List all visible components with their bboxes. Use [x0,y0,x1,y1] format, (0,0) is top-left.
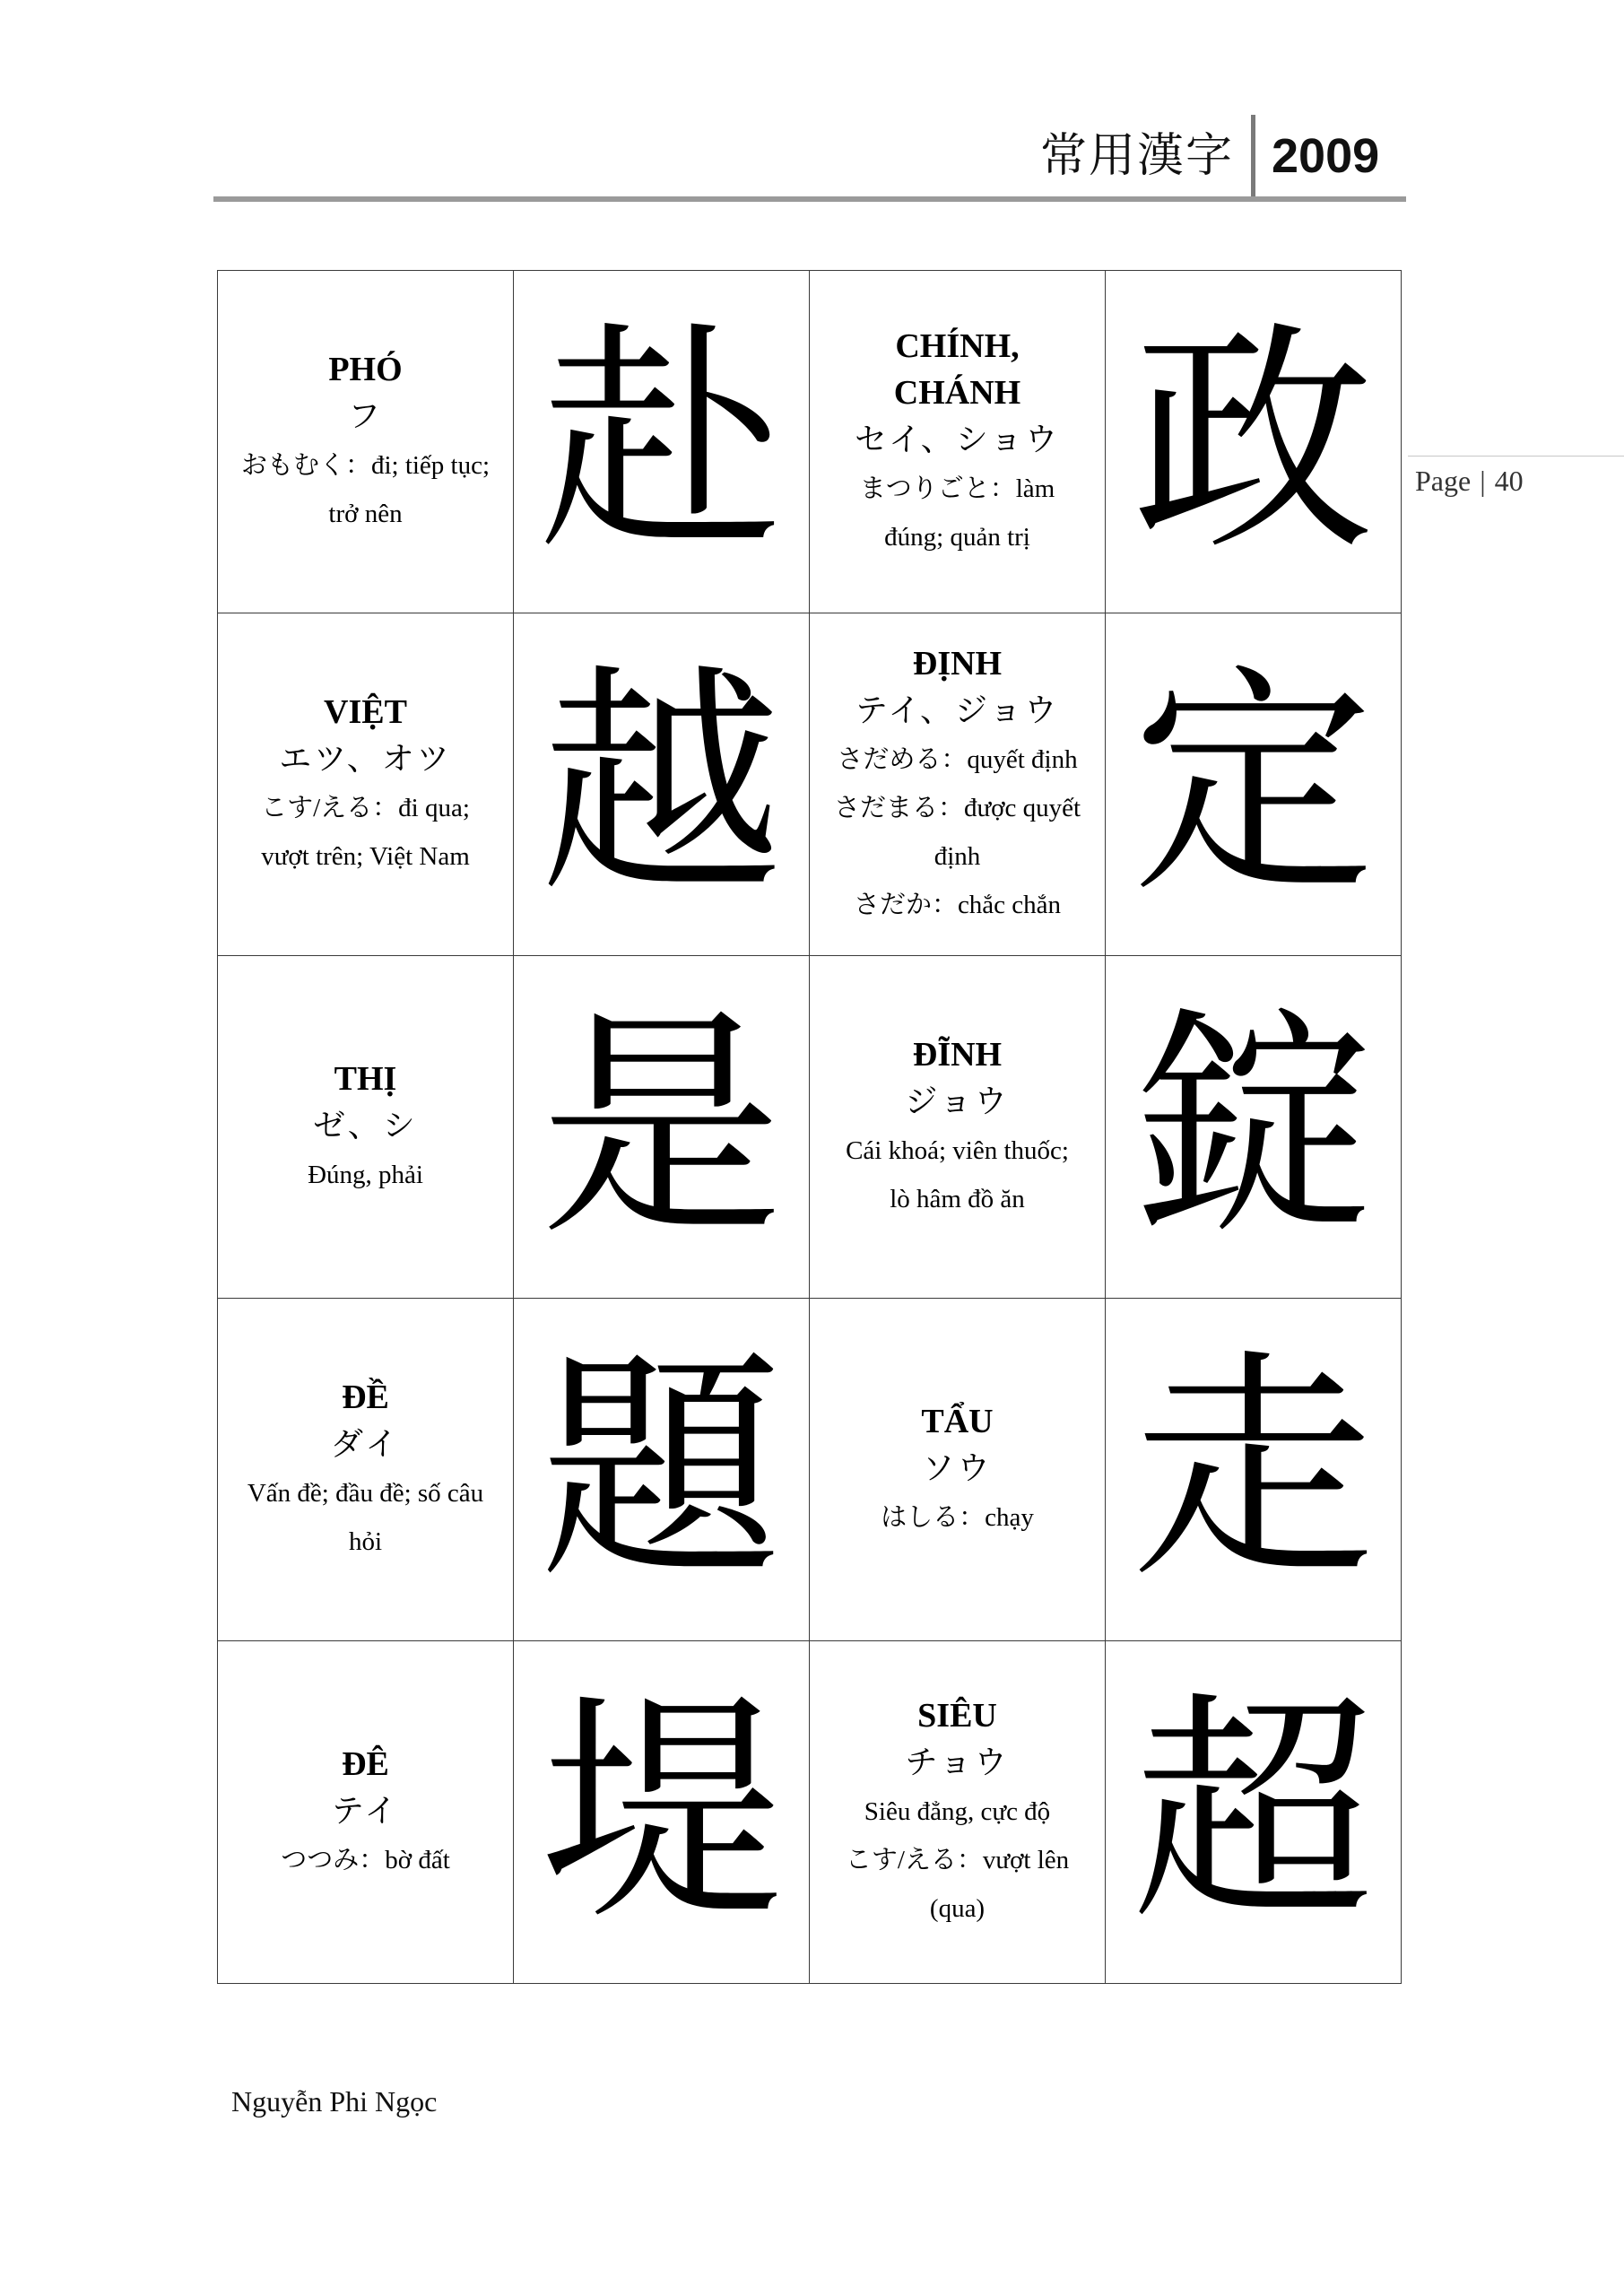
header-separator [1251,115,1255,200]
kanji-reading-name: ĐÊ [342,1744,389,1783]
header-title: 常用漢字 [1040,129,1235,183]
kanji-glyph: 走 [1132,1327,1375,1611]
kanji-glyph-cell [1106,1299,1402,1641]
kanji-meaning-line: つつみ：bờ đất [281,1845,450,1874]
kanji-glyph: 超 [1132,1670,1375,1953]
kanji-onyomi: テイ、ジョウ [855,691,1060,729]
kanji-meaning-line: Vấn đề; đầu đề; số câu [247,1478,484,1508]
kanji-meaning-line: Siêu đẳng, cực độ [864,1796,1051,1826]
kanji-info-cell [810,613,1106,956]
kanji-meaning-line: lò hâm đồ ăn [890,1184,1025,1213]
kanji-glyph: 堤 [540,1670,783,1953]
kanji-info-cell [218,956,514,1299]
kanji-reading-name: PHÓ [328,350,403,388]
kanji-reading-name: CHÍNH, [895,326,1020,365]
kanji-info-cell [810,271,1106,613]
kanji-meaning-line: Cái khoá; viên thuốc; [846,1135,1069,1165]
kanji-meaning-line: こす/える：đi qua; [261,793,470,822]
kanji-reading-name: SIÊU [917,1696,997,1735]
table-row [218,956,1402,1299]
kanji-glyph-cell [514,956,810,1299]
kanji-glyph-cell [1106,613,1402,956]
header-year: 2009 [1272,129,1380,183]
kanji-glyph: 政 [1132,300,1375,583]
footer-author: Nguyễn Phi Ngọc [231,2085,438,2118]
page-label: Page [1415,465,1472,497]
table-row [218,1299,1402,1641]
kanji-onyomi: フ [347,397,383,435]
kanji-meaning-line: おもむく：đi; tiếp tục; [240,450,491,480]
kanji-glyph-cell [1106,271,1402,613]
kanji-glyph: 定 [1132,642,1375,926]
kanji-meaning-line: định [934,841,981,871]
kanji-meaning-line: đúng; quản trị [884,522,1030,552]
page-number [1415,465,1524,498]
kanji-glyph-cell [514,1641,810,1984]
kanji-info-cell [218,1299,514,1641]
kanji-info-cell [810,956,1106,1299]
kanji-reading-name-alt: CHÁNH [893,373,1021,412]
kanji-info-cell [810,1641,1106,1984]
kanji-onyomi: ジョウ [905,1083,1010,1120]
kanji-onyomi: セイ、ショウ [855,421,1060,458]
kanji-glyph-cell [1106,1641,1402,1984]
table-row [218,1641,1402,1984]
kanji-meaning-line: hỏi [348,1526,383,1556]
kanji-reading-name: VIỆT [324,692,407,731]
kanji-meaning-line: まつりごと：làm [859,474,1055,503]
kanji-meaning-line: vượt trên; Việt Nam [261,841,470,871]
kanji-onyomi: ソウ [922,1449,993,1487]
page-separator: | [1480,465,1486,497]
kanji-reading-name: ĐỀ [342,1378,389,1416]
kanji-meaning-line: はしる：chạy [881,1502,1034,1532]
kanji-meaning-line: Đúng, phải [308,1160,423,1189]
kanji-reading-name: TẨU [921,1402,994,1440]
kanji-glyph: 越 [540,642,783,926]
kanji-onyomi: エツ、オツ [279,740,452,778]
kanji-glyph-cell [514,613,810,956]
table-row [218,613,1402,956]
header-rule [213,196,1406,202]
kanji-reading-name: ĐĨNH [912,1035,1003,1074]
kanji-reading-name: ĐỊNH [912,644,1003,683]
table-row [218,271,1402,613]
kanji-table [217,270,1402,1984]
kanji-glyph-cell [514,1299,810,1641]
kanji-info-cell [218,613,514,956]
kanji-meaning-line: さだか：chắc chắn [853,890,1062,919]
page-number-value: 40 [1494,465,1524,497]
kanji-glyph-cell [514,271,810,613]
kanji-info-cell [218,271,514,613]
kanji-meaning-line: さだめる：quyết định [837,744,1078,774]
kanji-glyph: 赴 [540,300,783,583]
kanji-glyph-cell [1106,956,1402,1299]
kanji-meaning-line: さだまる：được quyết [833,793,1081,822]
kanji-meaning-line: trở nên [328,499,403,528]
kanji-meaning-line: こす/える：vượt lên [845,1845,1070,1874]
page-rule [1408,456,1624,457]
kanji-glyph: 錠 [1132,985,1375,1268]
kanji-glyph: 是 [540,985,783,1268]
kanji-onyomi: ゼ、シ [313,1107,418,1144]
kanji-onyomi: テイ [331,1792,400,1830]
kanji-meaning-line: (qua) [929,1893,986,1923]
kanji-reading-name: THỊ [334,1059,397,1098]
kanji-glyph: 題 [540,1327,783,1611]
kanji-onyomi: チョウ [905,1744,1010,1781]
kanji-onyomi: ダイ [330,1425,401,1463]
kanji-info-cell [218,1641,514,1984]
kanji-info-cell [810,1299,1106,1641]
